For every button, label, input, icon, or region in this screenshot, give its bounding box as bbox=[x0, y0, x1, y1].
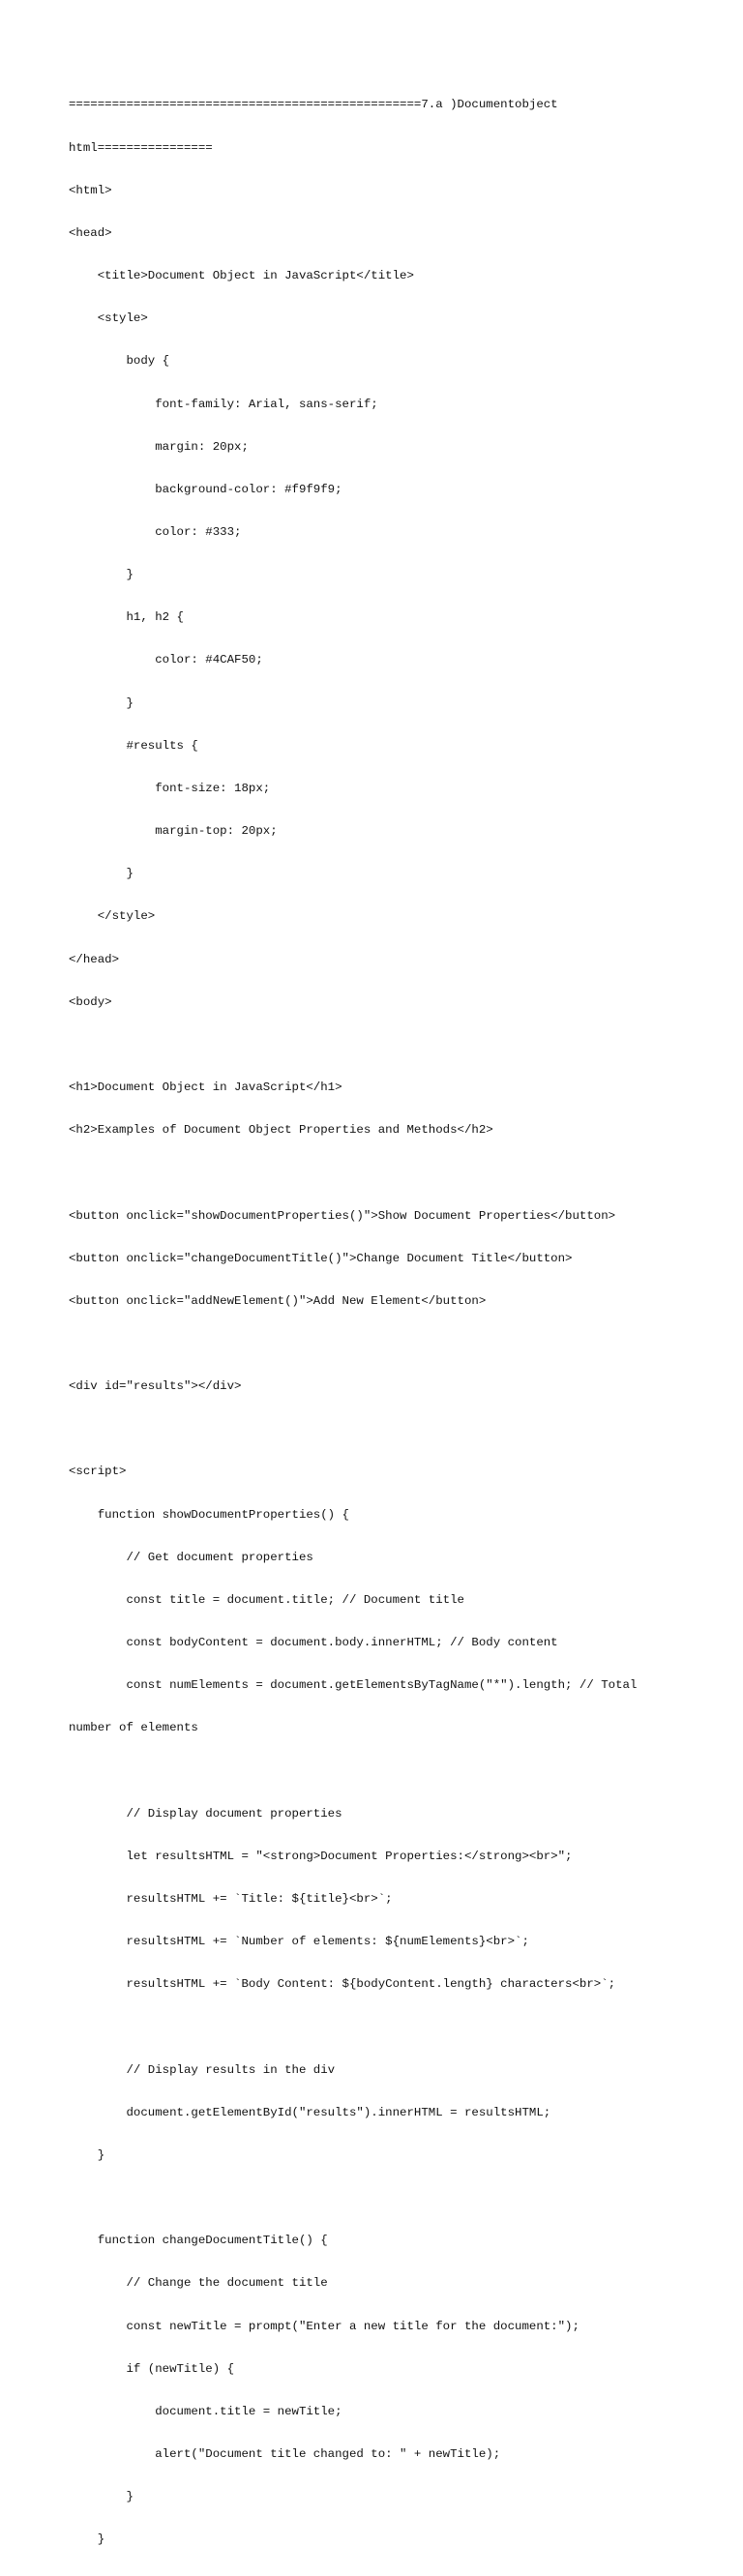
code-line: color: #4CAF50; bbox=[69, 653, 263, 667]
code-line: <div id="results"></div> bbox=[69, 1379, 242, 1394]
code-line bbox=[69, 1764, 727, 1779]
code-line: document.getElementById("results").innerHTML = resultsHTML; bbox=[69, 2105, 551, 2119]
code-line: } bbox=[69, 696, 134, 710]
code-line: function showDocumentProperties() { bbox=[69, 1507, 349, 1522]
code-line: font-size: 18px; bbox=[69, 781, 271, 795]
code-line bbox=[69, 1166, 727, 1180]
code-line: <html> bbox=[69, 183, 112, 197]
code-line: if (newTitle) { bbox=[69, 2361, 235, 2376]
code-line: alert("Document title changed to: " + newTitle); bbox=[69, 2447, 501, 2462]
code-line: color: #333; bbox=[69, 525, 242, 539]
code-line: document.title = newTitle; bbox=[69, 2404, 342, 2418]
code-line: // Display results in the div bbox=[69, 2062, 336, 2077]
code-line bbox=[69, 1337, 727, 1351]
code-line: <button onclick="addNewElement()">Add New Element</button> bbox=[69, 1293, 487, 1308]
code-line: body { bbox=[69, 354, 170, 369]
code-line: } bbox=[69, 568, 134, 582]
code-line: margin: 20px; bbox=[69, 439, 249, 454]
code-listing bbox=[69, 70, 727, 2576]
code-line: background-color: #f9f9f9; bbox=[69, 482, 342, 496]
code-line: h1, h2 { bbox=[69, 610, 184, 625]
code-line: const title = document.title; // Document title bbox=[69, 1592, 464, 1607]
code-line: } bbox=[69, 867, 134, 881]
code-line: const numElements = document.getElementsByTagName("*").length; // Total bbox=[69, 1678, 638, 1693]
code-line: </style> bbox=[69, 909, 156, 924]
code-line: number of elements bbox=[69, 1721, 198, 1735]
code-line: <head> bbox=[69, 225, 112, 240]
code-line: let resultsHTML = "<strong>Document Properties:</strong><br>"; bbox=[69, 1849, 573, 1863]
code-line: <style> bbox=[69, 311, 148, 326]
code-line: } bbox=[69, 2532, 105, 2547]
code-line bbox=[69, 2020, 727, 2034]
code-line: // Change the document title bbox=[69, 2276, 328, 2291]
code-line: <button onclick="showDocumentProperties()">Show Document Properties</button> bbox=[69, 1208, 616, 1223]
code-line bbox=[69, 2191, 727, 2206]
code-line: const bodyContent = document.body.innerHTML; // Body content bbox=[69, 1636, 558, 1650]
code-line: margin-top: 20px; bbox=[69, 824, 278, 839]
code-line: </head> bbox=[69, 952, 120, 966]
code-line: resultsHTML += `Number of elements: ${numElements}<br>`; bbox=[69, 1935, 529, 1949]
code-line bbox=[69, 1038, 727, 1052]
code-line: // Get document properties bbox=[69, 1550, 313, 1564]
code-line: resultsHTML += `Title: ${title}<br>`; bbox=[69, 1892, 393, 1906]
code-line: function changeDocumentTitle() { bbox=[69, 2234, 328, 2248]
code-line: const newTitle = prompt("Enter a new title for the document:"); bbox=[69, 2319, 580, 2333]
code-line: <h2>Examples of Document Object Properties and Methods</h2> bbox=[69, 1123, 493, 1138]
code-line: } bbox=[69, 2490, 134, 2504]
code-line: <h1>Document Object in JavaScript</h1> bbox=[69, 1081, 342, 1095]
code-line: =================================================7.a )Documentobject bbox=[69, 98, 558, 112]
code-line: <script> bbox=[69, 1465, 127, 1479]
code-line: } bbox=[69, 2147, 105, 2162]
code-line: <button onclick="changeDocumentTitle()">Change Document Title</button> bbox=[69, 1251, 573, 1265]
code-line: #results { bbox=[69, 738, 198, 753]
code-line: <body> bbox=[69, 994, 112, 1009]
code-line: html================ bbox=[69, 140, 213, 155]
code-line: resultsHTML += `Body Content: ${bodyContent.length} characters<br>`; bbox=[69, 1977, 616, 1992]
code-line: // Display document properties bbox=[69, 1806, 342, 1821]
code-line: font-family: Arial, sans-serif; bbox=[69, 397, 378, 411]
code-line: <title>Document Object in JavaScript</title> bbox=[69, 269, 414, 283]
code-line bbox=[69, 1422, 727, 1436]
